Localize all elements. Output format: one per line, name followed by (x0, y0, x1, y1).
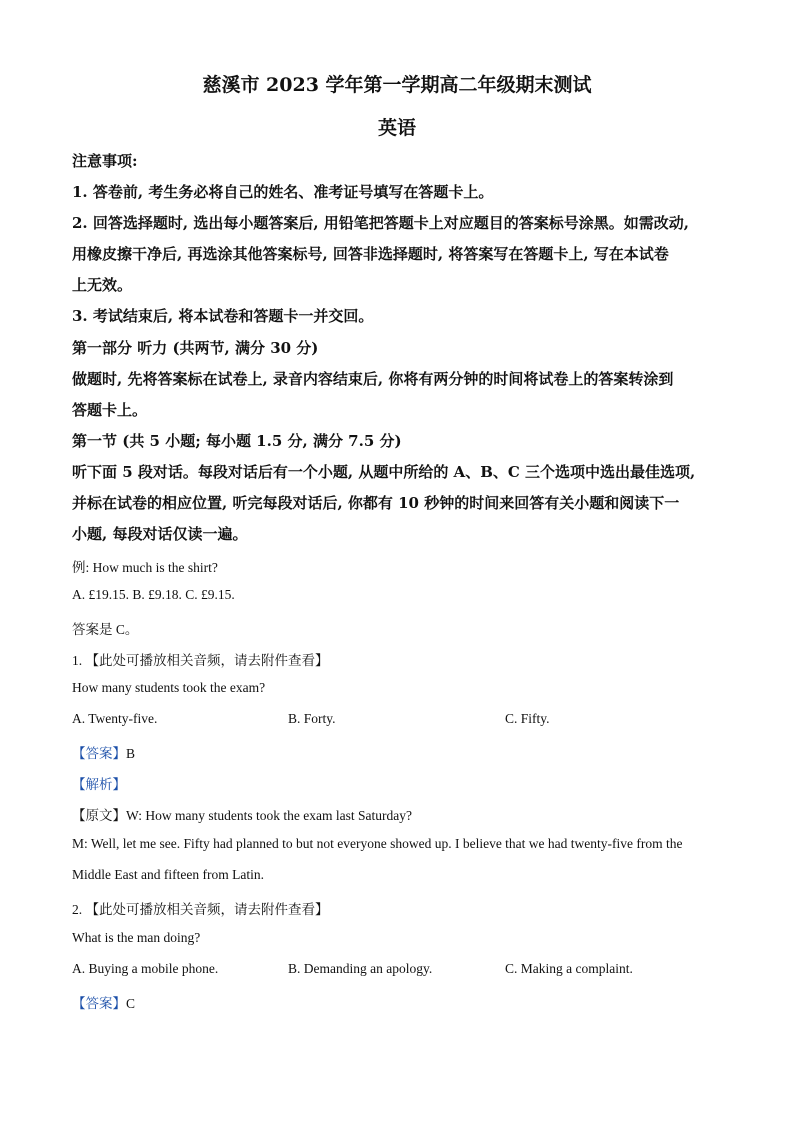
question-1-transcript-line-2: M: Well, let me see. Fifty had planned to but not everyone showed up. I believe that we had twenty-five from the (72, 836, 683, 851)
part1-heading: 第一部分 听力 (共两节, 满分 30 分) (72, 339, 319, 357)
question-2-audio: 2. 【此处可播放相关音频，请去附件查看】 (72, 902, 329, 917)
question-1-stem: How many students took the exam? (72, 680, 266, 695)
question-2-stem: What is the man doing? (72, 930, 201, 945)
exam-title: 慈溪市 2023 学年第一学期高二年级期末测试 (202, 74, 592, 96)
question-1-option-a: A. Twenty-five. (72, 711, 158, 726)
note-item-2-line-3: 上无效。 (72, 276, 133, 294)
example-question: 例: How much is the shirt? (72, 560, 218, 575)
question-1-option-b: B. Forty. (288, 711, 336, 726)
question-1-transcript-line-3: Middle East and fifteen from Latin. (72, 867, 264, 882)
question-1-transcript-line-1 (72, 804, 732, 824)
part1-instruction-line-2: 答题卡上。 (72, 401, 148, 419)
question-1-audio: 1. 【此处可播放相关音频，请去附件查看】 (72, 653, 329, 668)
question-1-option-c: C. Fifty. (505, 711, 550, 726)
section1-instruction-line-2: 并标在试卷的相应位置, 听完每段对话后, 你都有 10 秒钟的时间来回答有关小题和阅读下一 (72, 494, 680, 512)
answer-tag: 【答案】 (72, 996, 126, 1011)
subject-title: 英语 (377, 117, 416, 139)
note-item-3: 3. 考试结束后, 将本试卷和答题卡一并交回。 (72, 307, 374, 325)
note-item-2-line-1: 2. 回答选择题时, 选出每小题答案后, 用铅笔把答题卡上对应题目的答案标号涂黑。如需改动, (72, 214, 689, 232)
question-2-option-c: C. Making a complaint. (505, 961, 633, 976)
example-options: A. £19.15. B. £9.18. C. £9.15. (72, 587, 235, 602)
question-1-answer (72, 742, 732, 762)
example-answer: 答案是 C。 (72, 622, 139, 637)
transcript-tag: 【原文】 (72, 808, 126, 823)
answer-value: C (126, 996, 136, 1011)
answer-value: B (126, 746, 136, 761)
note-item-1: 1. 答卷前, 考生务必将自己的姓名、准考证号填写在答题卡上。 (72, 183, 494, 201)
notes-heading: 注意事项: (72, 152, 138, 170)
section1-heading: 第一节 (共 5 小题; 每小题 1.5 分, 满分 7.5 分) (72, 432, 402, 450)
question-1-analysis-tag: 【解析】 (72, 777, 126, 792)
question-2-option-b: B. Demanding an apology. (288, 961, 433, 976)
question-2-option-a: A. Buying a mobile phone. (72, 961, 219, 976)
part1-instruction-line-1: 做题时, 先将答案标在试卷上, 录音内容结束后, 你将有两分钟的时间将试卷上的答案转涂到 (72, 370, 674, 388)
answer-tag: 【答案】 (72, 746, 126, 761)
section1-instruction-line-3: 小题, 每段对话仅读一遍。 (72, 525, 248, 543)
question-2-answer (72, 992, 732, 1012)
transcript-text: W: How many students took the exam last Saturday? (126, 808, 412, 823)
note-item-2-line-2: 用橡皮擦干净后, 再选涂其他答案标号, 回答非选择题时, 将答案写在答题卡上, 写在本试卷 (72, 245, 669, 263)
section1-instruction-line-1: 听下面 5 段对话。每段对话后有一个小题, 从题中所给的 A、B、C 三个选项中选出最佳选项, (72, 463, 696, 481)
